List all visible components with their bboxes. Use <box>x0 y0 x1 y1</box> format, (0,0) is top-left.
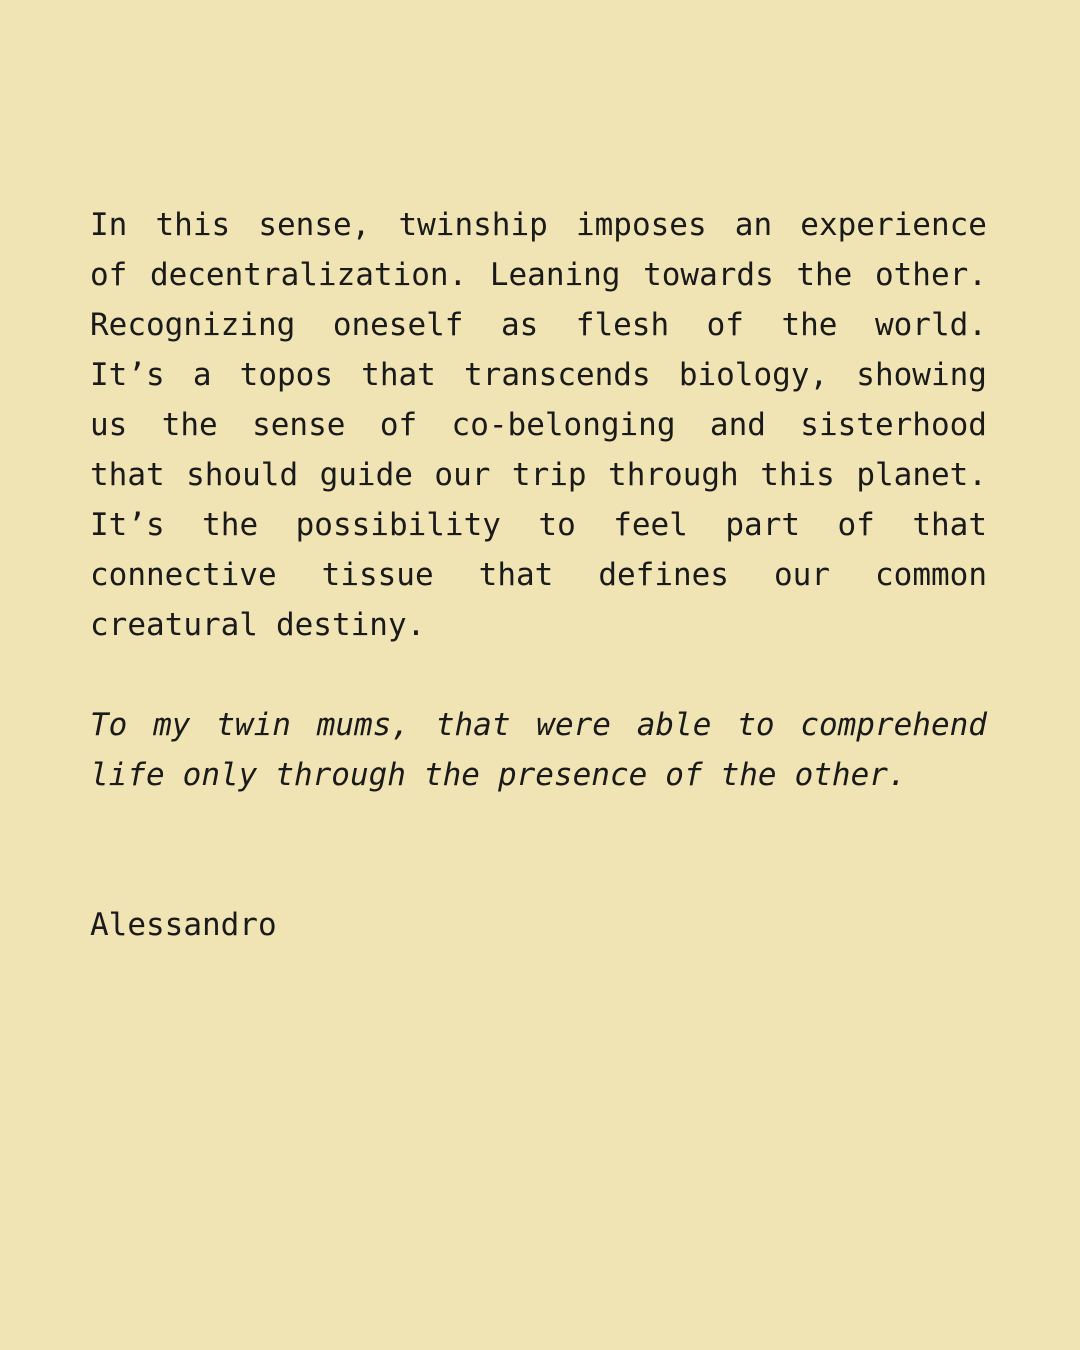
word: Recognizing <box>90 307 296 343</box>
word: my <box>153 707 191 743</box>
word: our <box>434 457 491 493</box>
text-line <box>90 750 987 800</box>
word: world. <box>874 307 987 343</box>
word: To <box>90 707 128 743</box>
letter-text <box>90 200 987 950</box>
text-line <box>90 250 987 300</box>
word: this <box>760 457 835 493</box>
text-line <box>90 450 987 500</box>
word: through <box>275 757 406 793</box>
word: common <box>875 557 987 593</box>
word: of <box>706 307 744 343</box>
word: creatural <box>90 607 258 643</box>
word: In <box>90 207 128 243</box>
word: that <box>912 507 987 543</box>
word: decentralization. <box>149 257 468 293</box>
word: were <box>536 707 611 743</box>
word: comprehend <box>800 707 987 743</box>
word: the <box>202 507 259 543</box>
word: that <box>435 707 511 743</box>
word: mums, <box>316 707 411 743</box>
word: that <box>361 357 436 393</box>
word: of <box>837 507 875 543</box>
word: oneself <box>332 307 464 343</box>
word: possibility <box>295 507 501 543</box>
word: imposes <box>575 207 707 243</box>
text-line <box>90 400 987 450</box>
word: twinship <box>398 207 548 243</box>
word: of <box>90 257 128 293</box>
word: this <box>155 207 231 243</box>
word: sense <box>252 407 346 443</box>
signature: Alessandro <box>90 907 277 943</box>
word: Leaning <box>489 257 621 293</box>
word: able <box>636 707 712 743</box>
word: other. <box>874 257 987 293</box>
word: of <box>379 407 418 443</box>
word: trip <box>511 457 587 493</box>
word: part <box>725 507 801 543</box>
word: feel <box>613 507 688 543</box>
word: flesh <box>575 307 670 343</box>
word: of <box>665 757 703 793</box>
word: other. <box>794 757 907 793</box>
word: experience <box>800 207 987 243</box>
word: It’s <box>90 507 165 543</box>
word: through <box>608 457 739 493</box>
word: that <box>90 457 165 493</box>
dedication-paragraph <box>90 700 987 800</box>
text-line <box>90 550 987 600</box>
word: only <box>182 757 258 793</box>
word: sense, <box>258 207 371 243</box>
text-line <box>90 300 987 350</box>
word: to <box>737 707 775 743</box>
text-line <box>90 600 987 650</box>
word: the <box>781 307 838 343</box>
word: planet. <box>856 457 987 493</box>
word: co-belonging <box>451 407 676 443</box>
word: as <box>500 307 539 343</box>
word: showing <box>856 357 987 393</box>
word: our <box>774 557 830 593</box>
text-line <box>90 350 987 400</box>
word: twin <box>216 707 291 743</box>
text-line <box>90 200 987 250</box>
word: It’s <box>90 357 165 393</box>
word: us <box>90 407 128 443</box>
word: the <box>423 757 480 793</box>
word: that <box>478 557 554 593</box>
word: topos <box>239 357 333 393</box>
word: presence <box>497 757 648 793</box>
word: life <box>90 757 165 793</box>
word: an <box>734 207 773 243</box>
word: tissue <box>321 557 434 593</box>
word: sisterhood <box>800 407 987 443</box>
word: and <box>709 407 766 443</box>
word: the <box>161 407 218 443</box>
word: towards <box>643 257 774 293</box>
word: biology, <box>678 357 829 393</box>
word: should <box>186 457 299 493</box>
word: connective <box>90 557 277 593</box>
word: the <box>796 257 853 293</box>
word: a <box>192 357 212 393</box>
word: the <box>720 757 777 793</box>
word: transcends <box>464 357 651 393</box>
word: defines <box>598 557 729 593</box>
text-line <box>90 700 987 750</box>
word: to <box>538 507 576 543</box>
word: destiny. <box>275 607 426 643</box>
word: guide <box>319 457 413 493</box>
body-paragraph <box>90 200 987 650</box>
text-line <box>90 500 987 550</box>
